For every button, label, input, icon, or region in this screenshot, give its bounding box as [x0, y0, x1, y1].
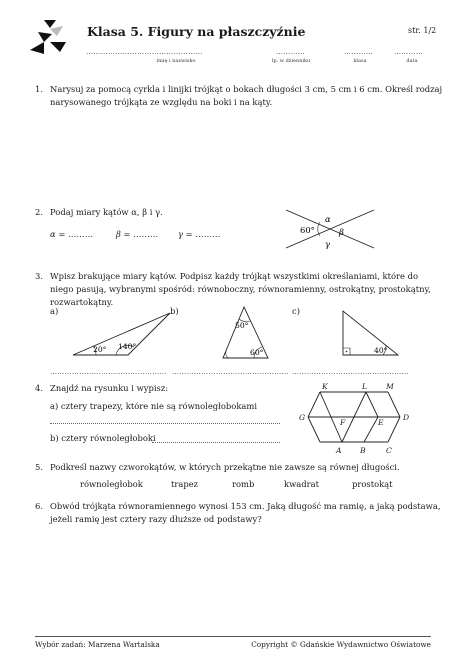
q2-number: 2.: [35, 207, 43, 217]
footer-copyright: Copyright © Gdańskie Wydawnictwo Oświatowe: [251, 640, 431, 649]
point-f: F: [340, 418, 346, 427]
fig-beta-label: β: [339, 227, 344, 237]
triangle-c-answer-line: …………………………………………: [292, 368, 409, 376]
name-field-label: imię i nazwisko: [156, 58, 196, 64]
quadrilaterals-figure: [298, 380, 416, 456]
gamma-answer: γ = ………: [178, 229, 221, 239]
triangle-b-angle-50: 50°: [235, 321, 249, 330]
alpha-answer: α = ………: [50, 229, 94, 239]
triangle-b-answer-line: …………………………………………: [172, 368, 289, 376]
q6-text-line1: Obwód trójkąta równoramiennego wynosi 153 cm. Jaką długość ma ramię, a jaką podstawa,: [50, 501, 441, 511]
beta-answer: β = ………: [116, 229, 159, 239]
q4-b-answer-line: [152, 442, 280, 443]
word-kwadrat[interactable]: kwadrat: [284, 479, 319, 489]
word-trapez[interactable]: trapez: [171, 479, 199, 489]
triangle-c: [340, 308, 402, 358]
point-k: K: [322, 382, 328, 391]
q6-number: 6.: [35, 501, 43, 511]
class-field-dots: …………: [344, 48, 374, 56]
q3-label-c: c): [292, 306, 300, 316]
q3-number: 3.: [35, 271, 43, 281]
q4-a-answer-line: [50, 423, 280, 424]
word-romb[interactable]: romb: [232, 479, 255, 489]
q1-number: 1.: [35, 84, 43, 94]
q2-text: Podaj miary kątów α, β i γ.: [50, 207, 163, 217]
q4-text: Znajdź na rysunku i wypisz:: [50, 383, 169, 393]
triangle-b-angle-60: 60°: [250, 348, 264, 357]
worksheet-title: Klasa 5. Figury na płaszczyźnie: [87, 24, 306, 39]
q4-part-b: b) cztery równoległoboki: [50, 433, 156, 443]
word-rownoleglobok[interactable]: równoległobok: [80, 479, 143, 489]
point-g: G: [299, 413, 306, 422]
point-m: M: [386, 382, 394, 391]
q3-text-line1: Wpisz brakujące miary kątów. Podpisz każdy trójkąt wszystkimi określaniami, które do: [50, 271, 419, 281]
point-d: D: [403, 413, 410, 422]
point-e: E: [378, 418, 384, 427]
fig-gamma-label: γ: [325, 239, 331, 249]
point-c: C: [386, 446, 392, 455]
q5-number: 5.: [35, 462, 43, 472]
triangle-a-angle-140: 140°: [118, 342, 137, 351]
point-a: A: [336, 446, 342, 455]
fig-alpha-label: α: [325, 214, 331, 224]
publisher-logo: [30, 20, 70, 54]
q4-number: 4.: [35, 383, 43, 393]
page-number: str. 1/2: [408, 26, 437, 35]
date-field-dots: …………: [394, 48, 424, 56]
q4-part-a: a) cztery trapezy, które nie są równoległobokami: [50, 401, 258, 411]
point-l: L: [362, 382, 368, 391]
intersecting-lines-figure: [282, 206, 378, 252]
word-prostokat[interactable]: prostokąt: [352, 479, 393, 489]
triangle-a: [70, 310, 174, 358]
triangle-a-angle-20: 20°: [93, 345, 107, 354]
q6-text-line2: jeżeli ramię jest cztery razy dłuższe od podstawy?: [50, 514, 262, 524]
register-field-dots: …………: [276, 48, 306, 56]
triangle-c-angle-40: 40°: [374, 346, 388, 355]
q5-text: Podkreśl nazwy czworokątów, w których przekątne nie zawsze są równej długości.: [50, 462, 400, 472]
register-field-label: lp. w dzienniku: [271, 58, 311, 64]
triangle-a-answer-line: …………………………………………: [50, 368, 167, 376]
date-field-label: data: [406, 58, 418, 64]
q1-text-line2: narysowanego trójkąta ze względu na boki i na kąty.: [50, 97, 273, 107]
q3-label-a: a): [50, 306, 59, 316]
triangle-b: [220, 304, 272, 360]
footer-divider: [35, 636, 431, 637]
footer-author: Wybór zadań: Marzena Wartalska: [35, 640, 160, 649]
q3-label-b: b): [170, 306, 179, 316]
q3-text-line2: niego pasują, wybranymi spośród: równoboczny, równoramienny, ostrokątny, prostokątny,: [50, 284, 431, 294]
class-field-label: klasa: [353, 58, 367, 64]
fig-60-label: 60°: [300, 225, 315, 235]
name-field-dots: …………………………………………: [86, 48, 203, 56]
q3-text-line3: rozwartokątny.: [50, 297, 114, 307]
q1-text-line1: Narysuj za pomocą cyrkla i linijki trójkąt o bokach długości 3 cm, 5 cm i 6 cm. Określ rodzaj: [50, 84, 443, 94]
point-b: B: [360, 446, 366, 455]
